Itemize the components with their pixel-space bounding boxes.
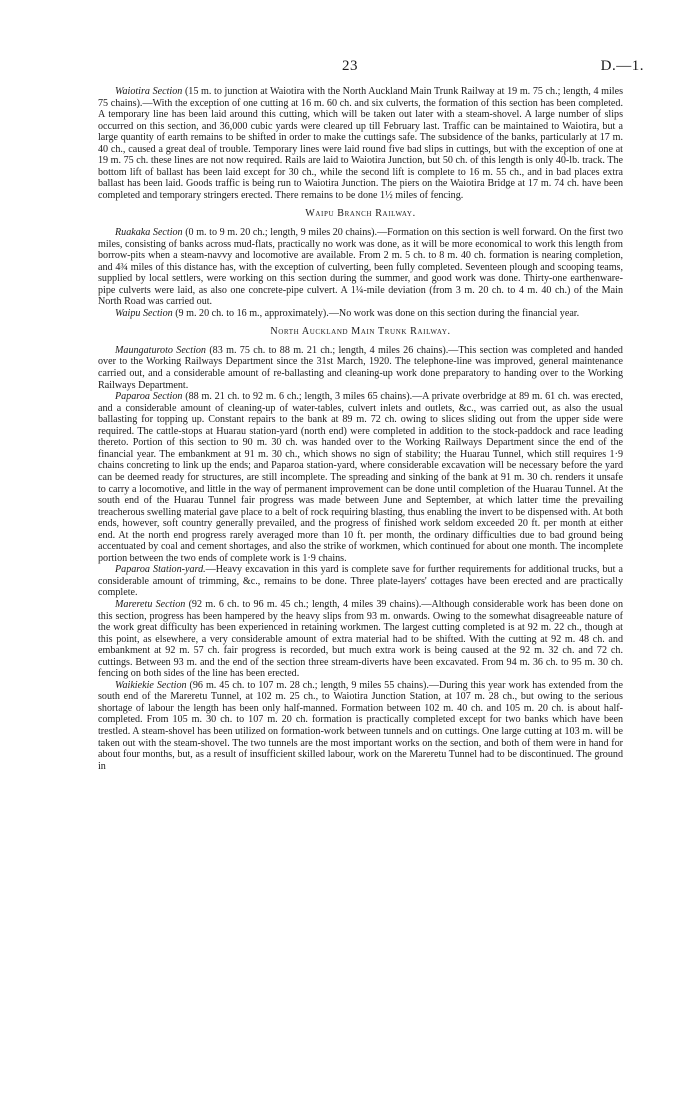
paragraph-paparoa-section [98, 391, 623, 564]
section-name: Maungaturoto Section [115, 344, 206, 356]
paragraph-text: (9 m. 20 ch. to 16 m., approximately).—No work was done on this section during the financial year. [172, 307, 580, 319]
page-number: 23 [342, 58, 358, 74]
paragraph-mareretu-section [98, 599, 623, 680]
section-name: Ruakaka Section [115, 227, 183, 239]
section-name: Paparoa Section [115, 391, 183, 403]
paragraph-text: (88 m. 21 ch. to 92 m. 6 ch.; length, 3 miles 65 chains).—A private overbridge at 89 m. 61 ch. was erected, and a considerable amount of cleaning-up of water-tables, culvert inlets and outlets, &c., was carried out, as also the usual ballasting for topping up. Constant repairs to the bank at 89 m. 72 ch. owing to slices sliding out from the upper side were required. The cattle-stops at Huarau station-yard (north end) were completed in addition to the stock-paddock and race leading thereto. Portion of this section to 90 m. 30 ch. was handed over to the Working Railways Department since the end of the financial year. The embankment at 91 m. 30 ch., which shows no sign of stability; the Huarau Tunnel, which still requires 1·9 chains concreting to link up the ends; and Paparoa station-yard, where considerable excavation will be necessary before the yard can be deemed ready for structures, are still incomplete. The spreading and sinking of the bank at 91 m. 30 ch. renders it unsafe to carry a locomotive, and little in the way of permanent improvement can be done until completion of the Huarau Tunnel. At the south end of the Huarau Tunnel fair progress was made between June and September, at which latter time the prevailing treacherous swelling material gave place to a belt of rock requiring blasting, thus enabling the invert to be dispensed with. At both ends, however, soft country generally prevailed, and the progress of finished work seldom exceeded 20 ft. per month at either end. At the north end progress rarely averaged more than 10 ft. per month, the ordinary difficulties due to bad ground being accentuated by coal and cement shortages, and also the strike of workmen, which continued for about one month. The incomplete portion between the two ends of complete work is 1·9 chains. [98, 391, 624, 564]
paragraph-text: (83 m. 75 ch. to 88 m. 21 ch.; length, 4 miles 26 chains).—This section was completed and handed over to the Working Railways Department since the 31st March, 1920. The telephone-line was improved, general maintenance carried out, and a considerable amount of re-ballasting and cleaning-up work done preparatory to handing over to the Working Railways Department. [98, 344, 623, 391]
heading-waipu-branch-railway: Waipu Branch Railway. [305, 208, 416, 220]
section-name: Waipu Section [115, 307, 173, 319]
paragraph-text: —Heavy excavation in this yard is complete save for further requirements for additional trucks, but a considerable amount of trimming, &c., remains to be done. Three plate-layers' cottages have been erected and are practically complete. [98, 564, 623, 599]
paragraph-maungaturoto-section [98, 345, 623, 391]
paragraph-text: (92 m. 6 ch. to 96 m. 45 ch.; length, 4 miles 39 chains).—Although considerable work has been done on this section, progress has been hampered by the heavy slips from 93 m. onwards. Owing to the somewhat disagreeable nature of the work great difficulty has been experienced in retaining workmen. The largest cutting completed is at 92 m. 22 ch., though at this point, as elsewhere, a very considerable amount of extra material had to be shifted. With the cutting at 92 m. 48 ch. and embankment at 92 m. 57 ch. fair progress is recorded, but much extra work is being caused at the 92 m. 32 ch. and 72 ch. cuttings. Between 93 m. and the end of the section three stream-diverts have been excavated. From 94 m. 36 ch. to 95 m. 30 ch. fencing on both sides of the line has been erected. [98, 598, 623, 680]
paragraph-waiotira-section [98, 86, 623, 201]
paragraph-waipu-section [98, 308, 623, 320]
section-name: Paparoa Station-yard. [115, 564, 206, 576]
section-name: Waikiekie Section [115, 679, 187, 691]
document-reference: D.—1. [600, 58, 644, 74]
heading-north-auckland-main-trunk: North Auckland Main Trunk Railway. [270, 326, 451, 338]
paragraph-text: (15 m. to junction at Waiotira with the North Auckland Main Trunk Railway at 19 m. 75 ch.; length, 4 miles 75 chains).—With the exception of one cutting at 16 m. 60 ch. and six culverts, the formation of this section has been completed. A temporary line has been laid around this cutting, which will be taken out later with a steam-shovel. A large number of slips occurred on this section, and 36,000 cubic yards were cleared up till February last. Traffic can be maintained to Waiotira, but a large quantity of earth remains to be shifted in order to make the cuttings safe. The subsidence of the banks, particularly at 17 m. 40 ch., caused a great deal of trouble. Temporary lines were laid round five bad slips in cuttings, but with the exception of one at 19 m. 75 ch. these lines are not now required. Rails are laid to Waiotira Junction, but 50 ch. of this length is only 40-lb. track. The bottom lift of ballast has been laid except for 30 ch., while the second lift is complete to 16 m. 55 ch., and in bad places extra ballast has been laid. Goods traffic is being run to Waiotira Junction. The piers on the Waiotira Bridge at 17 m. 74 ch. have been completed and temporary stringers erected. There remains to be done 1½ miles of fencing. [98, 86, 623, 201]
paragraph-waikiekie-section [98, 680, 623, 772]
section-name: Waiotira Section [115, 86, 183, 97]
paragraph-text: (96 m. 45 ch. to 107 m. 28 ch.; length, 9 miles 55 chains).—During this year work has extended from the south end of the Mareretu Tunnel, at 102 m. 25 ch., to Waiotira Junction Station, at 107 m. 28 ch., but owing to the serious shortage of labour the length has been only half-manned. Formation between 102 m. 40 ch. and 105 m. 20 ch. is about half-completed. From 105 m. 30 ch. to 107 m. 20 ch. formation is practically completed except for two banks which have been trestled. A steam-shovel has been utilized on formation-work between tunnels and on cuttings. One large cutting at 103 m. will be taken out with the steam-shovel. The two tunnels are the most important works on the section, and both of them were in hand for about four months, but, as a result of insufficient skilled labour, work on the Mareretu Tunnel had to be discontinued. The ground in [98, 679, 623, 772]
paragraph-text: (0 m. to 9 m. 20 ch.; length, 9 miles 20 chains).—Formation on this section is well forward. On the first two miles, consisting of banks across mud-flats, practically no work was done, as it will be more economical to work this length from borrow-pits when a steam-navvy and locomotive are available. From 2 m. 5 ch. to 8 m. 40 ch. formation is nearing completion, and 4¾ miles of this distance has, with the exception of culverting, been fully completed. Seventeen plough and scooping teams, supplied by local settlers, were working on this section during the summer, and good work was done. Thirty-one earthenware-pipe culverts were laid, as also one concrete-pipe culvert. A 1¼-mile deviation (from 3 m. 20 ch. to 4 m. 40 ch.) of the Main North Road was carried out. [98, 227, 623, 308]
paragraph-ruakaka-section [98, 227, 623, 308]
section-name: Mareretu Section [115, 598, 186, 610]
body-text [98, 86, 623, 772]
paragraph-paparoa-station-yard [98, 564, 623, 599]
